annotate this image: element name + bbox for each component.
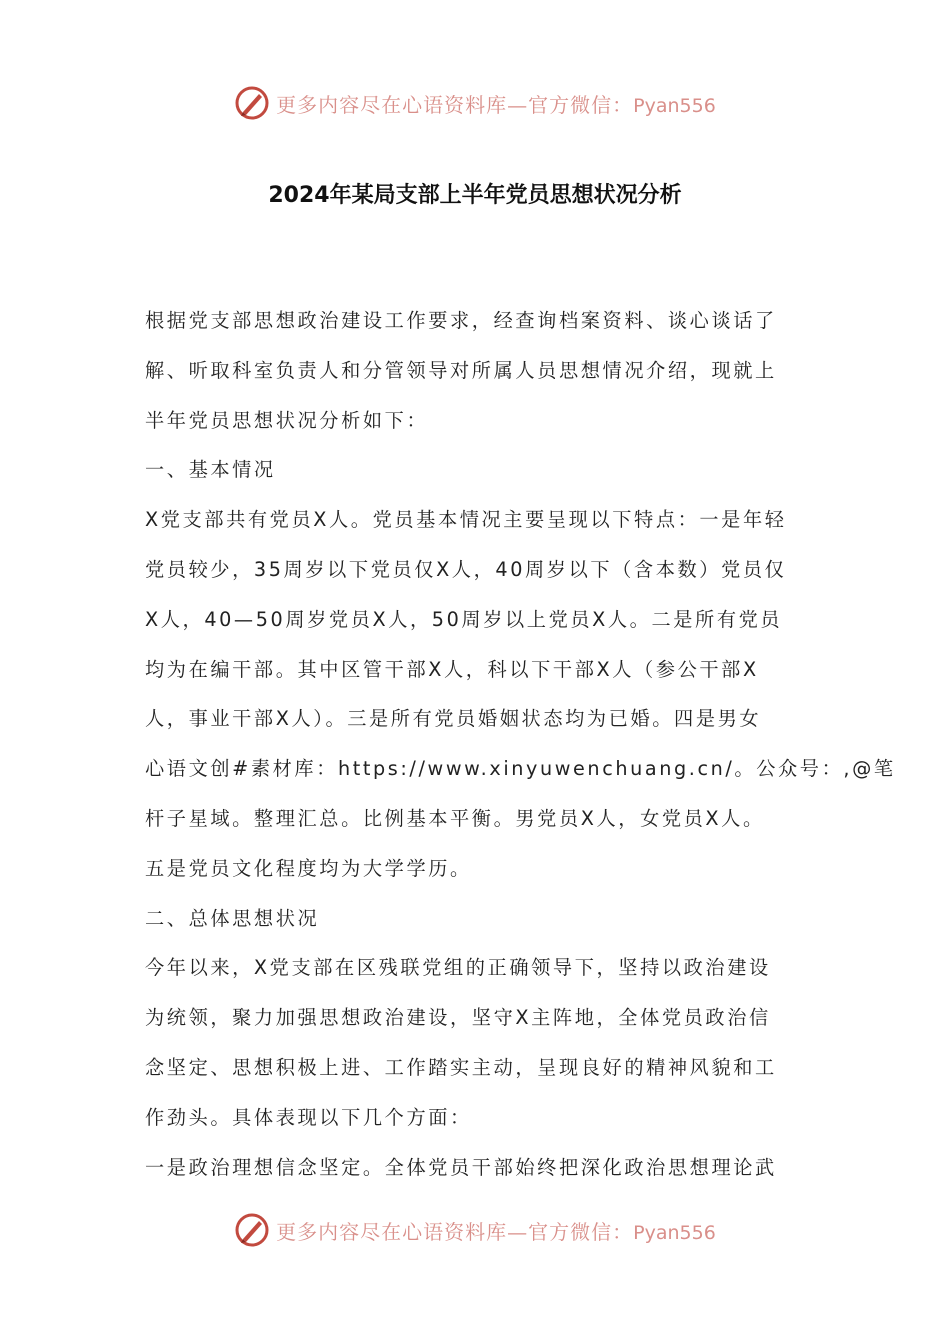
watermark-text: 更多内容尽在心语资料库—官方微信：Pyan556	[276, 92, 716, 117]
body-line: X人，40—50周岁党员X人，50周岁以上党员X人。二是所有党员	[145, 607, 783, 631]
document-title: 2024年某局支部上半年党员思想状况分析	[268, 183, 682, 208]
header-watermark	[0, 81, 950, 125]
section-heading: 二、总体思想状况	[145, 906, 320, 930]
body-line: 一是政治理想信念坚定。全体党员干部始终把深化政治思想理论武	[145, 1155, 777, 1179]
body-line: 杆子星域。整理汇总。比例基本平衡。男党员X人，女党员X人。	[145, 806, 765, 830]
body-line: 根据党支部思想政治建设工作要求，经查询档案资料、谈心谈话了	[145, 309, 777, 332]
body-line: 五是党员文化程度均为大学学历。	[145, 856, 472, 880]
document-body	[145, 296, 896, 1192]
pen-circle-logo-icon	[234, 1212, 270, 1248]
body-line: 今年以来，X党支部在区残联党组的正确领导下，坚持以政治建设	[145, 956, 771, 980]
body-line: 党员较少，35周岁以下党员仅X人，40周岁以下（含本数）党员仅	[145, 557, 787, 581]
body-line: 为统领，聚力加强思想政治建设，坚守X主阵地，全体党员政治信	[145, 1006, 771, 1030]
body-line: 心语文创#素材库：https://www.xinyuwenchuang.cn/。公众号：,@笔	[145, 757, 896, 781]
body-line: 念坚定、思想积极上进、工作踏实主动，呈现良好的精神风貌和工	[145, 1055, 777, 1079]
body-line: X党支部共有党员X人。党员基本情况主要呈现以下特点：一是年轻	[145, 508, 787, 532]
body-line: 解、听取科室负责人和分管领导对所属人员思想情况介绍，现就上	[145, 358, 777, 382]
body-line: 均为在编干部。其中区管干部X人，科以下干部X人（参公干部X	[145, 657, 759, 681]
footer-watermark	[0, 1208, 950, 1252]
watermark-text: 更多内容尽在心语资料库—官方微信：Pyan556	[276, 1219, 716, 1244]
body-line: 半年党员思想状况分析如下：	[145, 408, 429, 432]
section-heading: 一、基本情况	[145, 458, 276, 482]
pen-circle-logo-icon	[234, 85, 270, 121]
body-line: 作劲头。具体表现以下几个方面：	[145, 1105, 472, 1129]
body-line: 人，事业干部X人）。三是所有党员婚姻状态均为已婚。四是男女	[145, 707, 762, 731]
